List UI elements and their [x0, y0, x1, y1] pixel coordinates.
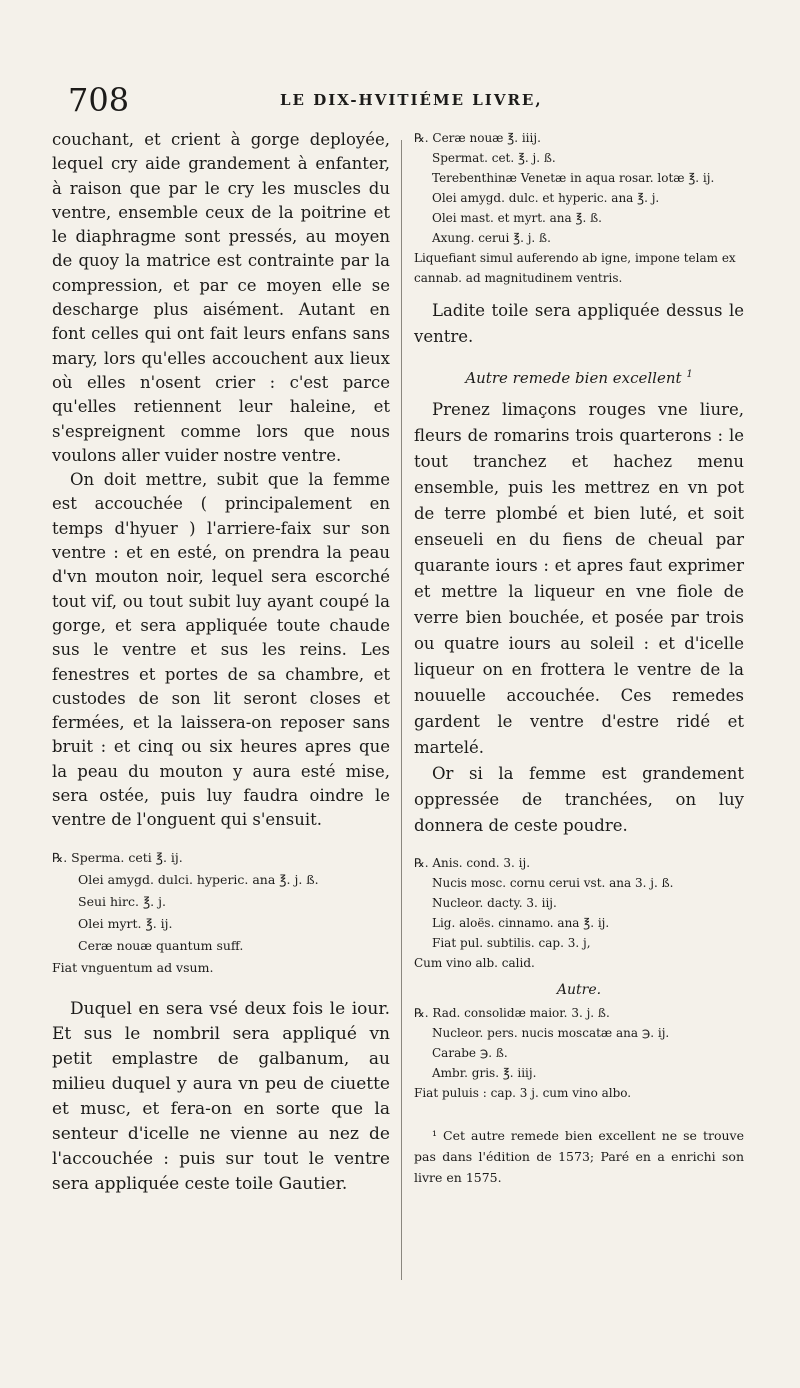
footnote: ¹ Cet autre remede bien excellent ne se trouve pas dans l'édition de 1573; Paré en a enrichi son livre en 1575.: [414, 1128, 744, 1185]
page-number: 708: [68, 81, 130, 119]
recipe-line: ℞. Ceræ nouæ ℥. iiij.: [414, 131, 541, 145]
paragraph-toile: Ladite toile sera appliquée dessus le ventre.: [414, 301, 744, 346]
column-divider: [401, 140, 402, 1280]
recipe-line: Olei myrt. ℥. ij.: [78, 915, 173, 931]
recipe-onguent: [52, 847, 390, 979]
recipe-line: Terebenthinæ Venetæ in aqua rosar. lotæ ℥. ij.: [432, 171, 715, 185]
recipe-line: Fiat vnguentum ad vsum.: [52, 959, 214, 975]
running-title: LE DIX-HVITIÉME LIVRE,: [280, 91, 543, 109]
heading-text: Autre remede bien excellent: [465, 369, 682, 387]
footnote-marker: 1: [686, 369, 693, 380]
recipe-line: Fiat puluis : cap. 3 j. cum vino albo.: [414, 1086, 632, 1100]
recipe-line: Seui hirc. ℥. j.: [78, 893, 166, 909]
paragraph-cry: couchant, et crient à gorge deployée, lequel cry aide grandement à enfanter, à raison que par le cry les muscles du ventre, ensemble ceux de la poitrine et le diaphragme sont pressés, au moyen de quoy la matrice est contrainte par la compression, et par ce moyen elle se descharge plus aisément. Autant en font celles qui ont fait leurs enfans sans mary, lors qu'elles accouchent aux lieux où elles n'osent crier : c'est parce qu'elles retiennent leur haleine, et s'espreignent comme lors que nous voulons aller vuider nostre ventre.: [52, 130, 390, 465]
recipe-line: Nucis mosc. cornu cerui vst. ana 3. j. ß.: [432, 876, 674, 890]
right-column: [414, 128, 744, 1188]
section-heading-autre-remede: [414, 362, 744, 391]
recipe-line: Olei amygd. dulc. et hyperic. ana ℥. j.: [432, 191, 660, 205]
recipe-line: Fiat pul. subtilis. cap. 3. j,: [432, 936, 591, 950]
recipe-toile-gautier: [414, 128, 744, 288]
section-heading-autre: Autre.: [556, 982, 602, 998]
recipe-line: Axung. cerui ℥. j. ß.: [432, 231, 551, 245]
recipe-line: Carabe ℈. ß.: [432, 1046, 508, 1060]
recipe-line: Olei mast. et myrt. ana ℥. ß.: [432, 211, 602, 225]
left-column: [52, 128, 390, 1197]
recipe-line: ℞. Sperma. ceti ℥. ij.: [52, 849, 183, 865]
recipe-line: Ceræ nouæ quantum suff.: [78, 937, 244, 953]
paragraph-limacons: Prenez limaçons rouges vne liure, fleurs de romarins trois quarterons : le tout tranchez et hachez menu ensemble, puis les mettrez en vn pot de terre plombé et bien luté, et soit enseueli en du fiens de cheual par quarante iours : et apres faut exprimer et mettre la liqueur en vne fiole de verre bien bouchée, et posée par trois ou quatre iours au soleil : et d'icelle liqueur on en frottera le ventre de la nouuelle accouchée. Ces remedes gardent le ventre d'estre ridé et martelé.: [414, 400, 744, 757]
recipe-line: Ambr. gris. ℥. iiij.: [432, 1066, 537, 1080]
page-header: [60, 80, 760, 120]
paragraph-poudre: Or si la femme est grandement oppressée de tranchées, on luy donnera de ceste poudre.: [414, 764, 744, 835]
recipe-line: Nucleor. pers. nucis moscatæ ana ℈. ij.: [432, 1026, 670, 1040]
recipe-line: ℞. Anis. cond. 3. ij.: [414, 856, 531, 870]
recipe-puluis: [414, 1003, 744, 1103]
paragraph-arriere-faix: On doit mettre, subit que la femme est accouchée ( principalement en temps d'hyuer ) l'arriere-faix sur son ventre : et en esté, on prendra la peau d'vn mouton noir, lequel sera escorché tout vif, ou tout subit luy ayant coupé la gorge, et sera appliquée toute chaude sus le ventre et sus les reins. Les fenestres et portes de sa chambre, et custodes de son lit seront closes et fermées, et la laissera-on reposer sans bruit : et cinq ou six heures apres que la peau du mouton y aura esté mise, sera ostée, puis luy faudra oindre le ventre de l'onguent qui s'ensuit.: [52, 470, 390, 830]
recipe-line: Nucleor. dacty. 3. iij.: [432, 896, 557, 910]
recipe-line: Liquefiant simul auferendo ab igne, impone telam ex cannab. ad magnitudinem ventris.: [414, 251, 736, 285]
recipe-line: Spermat. cet. ℥. j. ß.: [432, 151, 556, 165]
recipe-line: ℞. Rad. consolidæ maior. 3. j. ß.: [414, 1006, 610, 1020]
recipe-poudre: [414, 853, 744, 973]
paragraph-galbanum: Duquel en sera vsé deux fois le iour. Et sus le nombril sera appliqué vn petit emplastre de galbanum, au milieu duquel y aura vn peu de ciuette et musc, et fera-on en sorte que la senteur d'icelle ne vienne au nez de l'accouchée : puis sur tout le ventre sera appliquée ceste toile Gautier.: [52, 998, 390, 1194]
recipe-line: Olei amygd. dulci. hyperic. ana ℥. j. ß.: [78, 871, 319, 887]
recipe-line: Lig. aloës. cinnamo. ana ℥. ij.: [432, 916, 610, 930]
recipe-line: Cum vino alb. calid.: [414, 956, 535, 970]
